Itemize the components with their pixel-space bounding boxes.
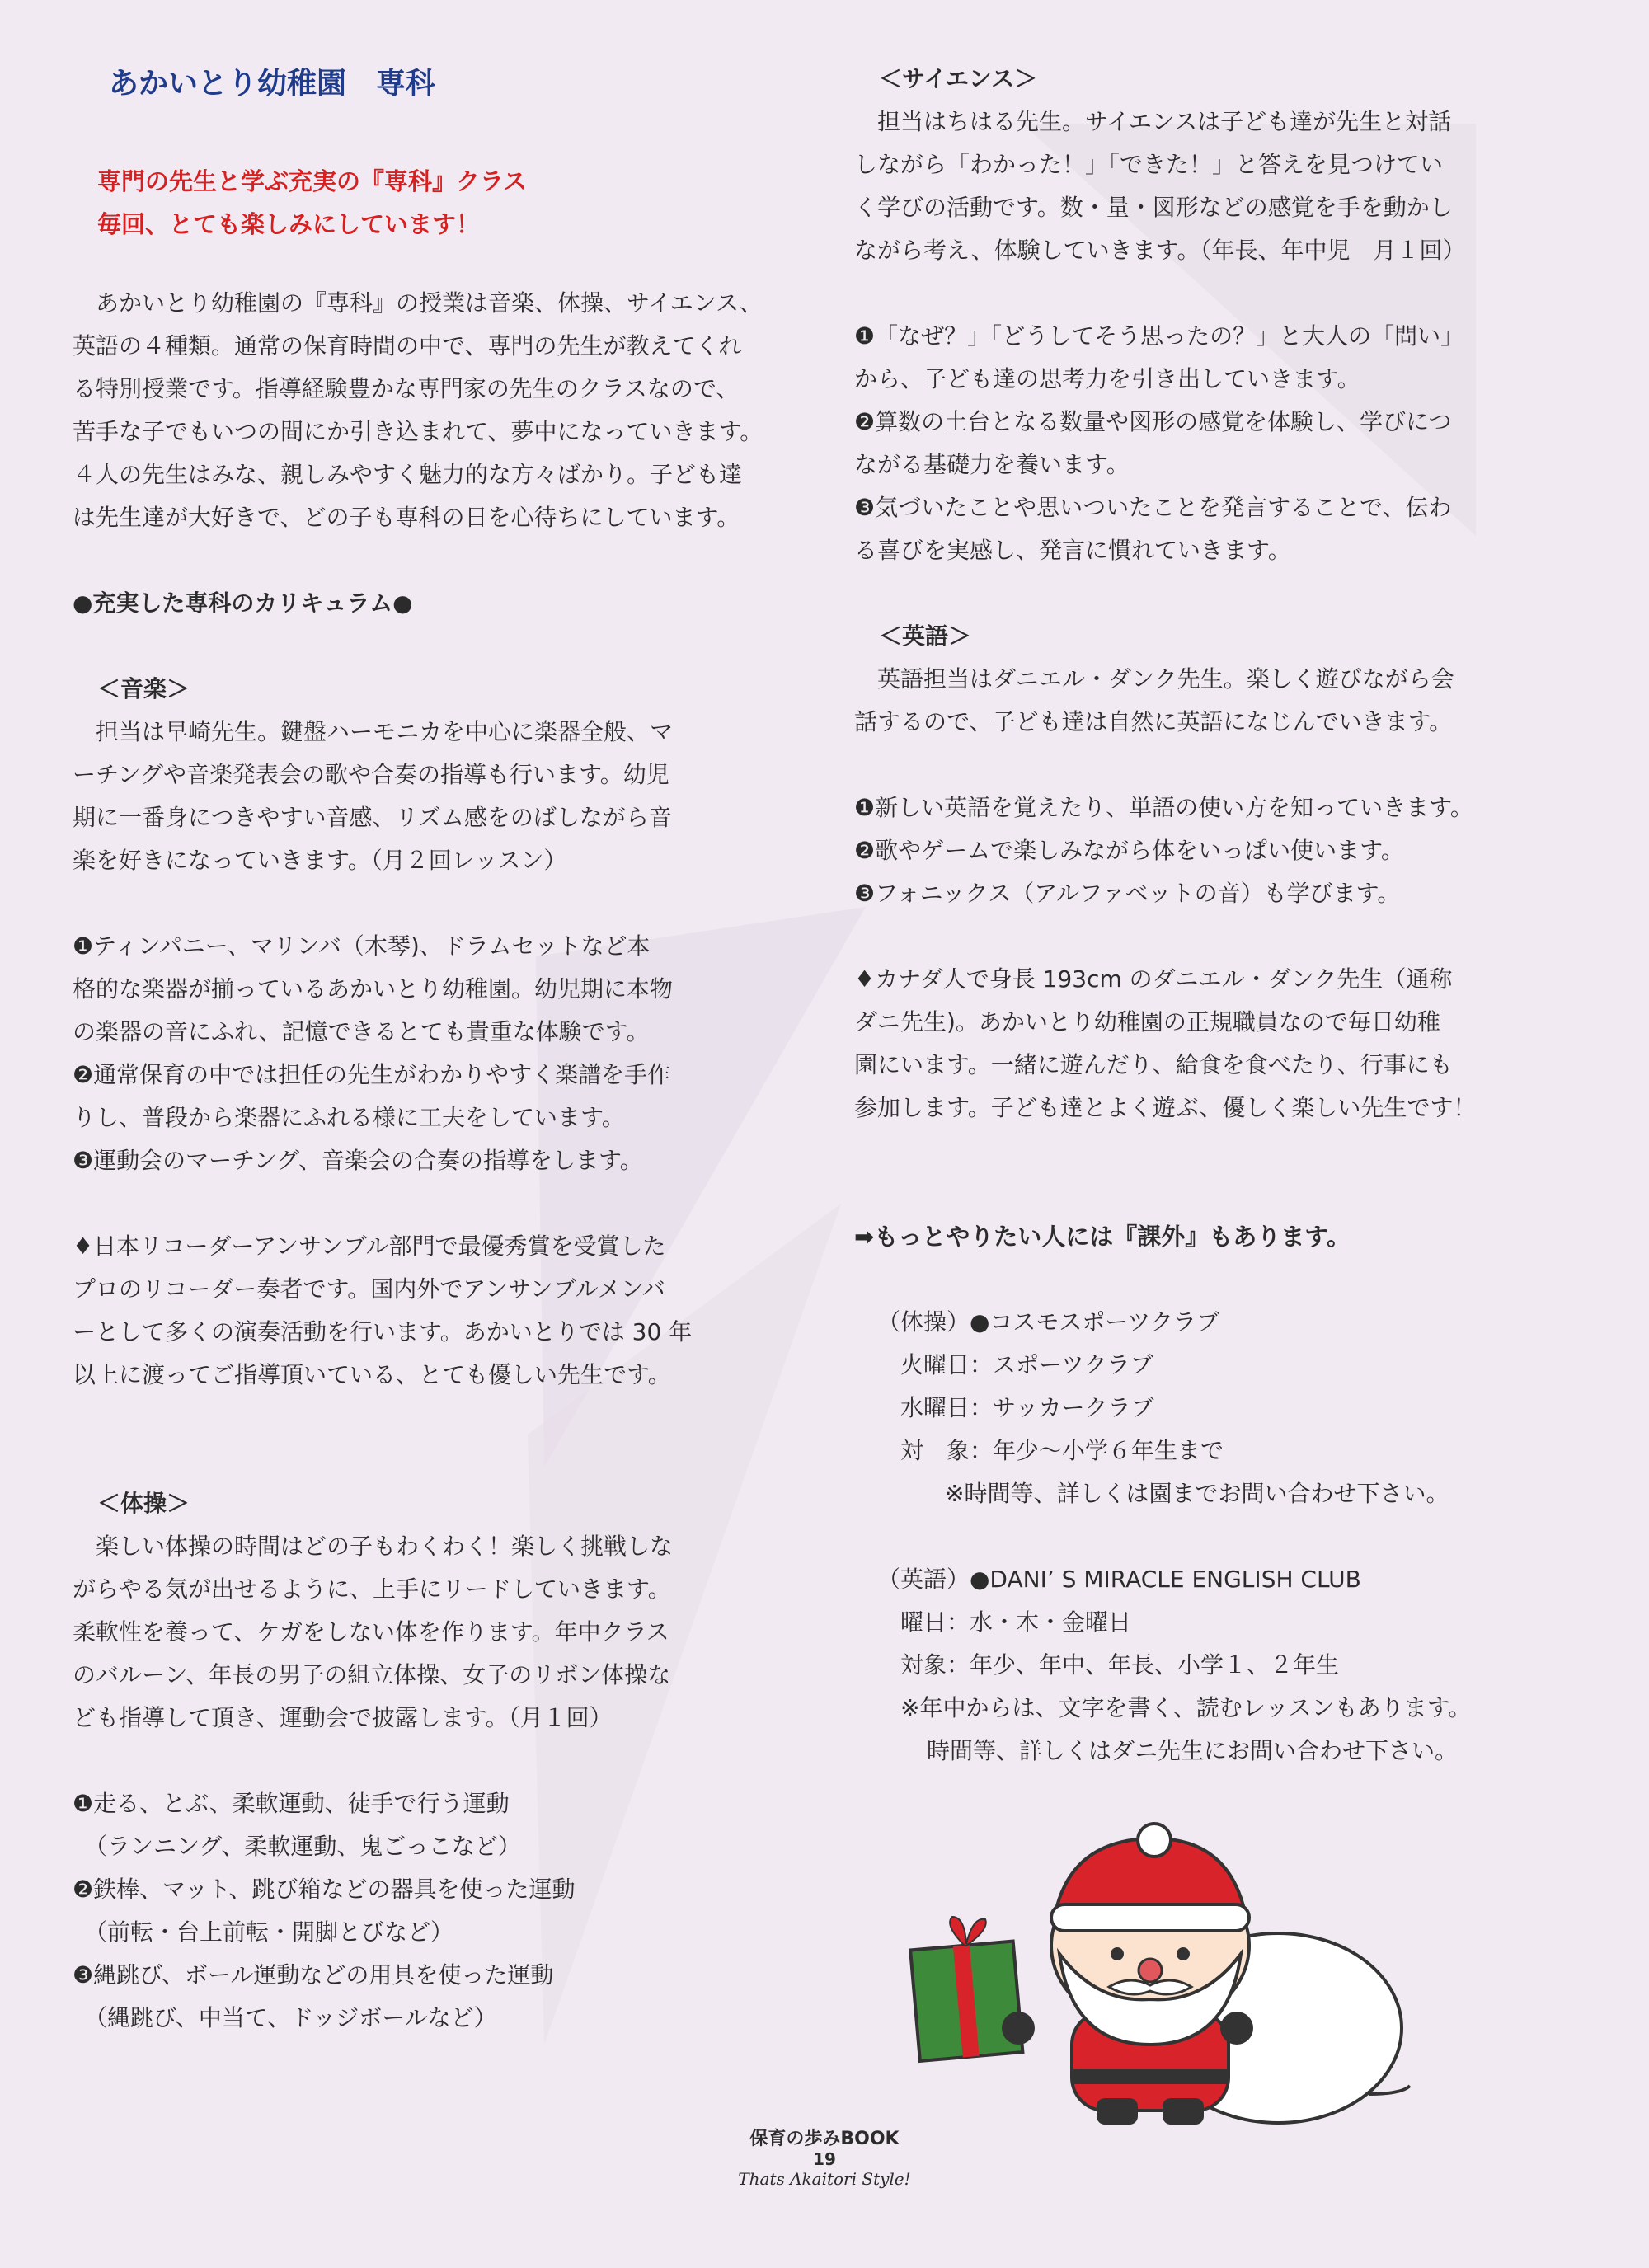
english-section: [854, 615, 1596, 1129]
science-section: [854, 58, 1596, 572]
extra-section: [854, 1215, 1596, 1773]
intro-line: あかいとり幼稚園の『専科』の授業は音楽、体操、サイエンス、: [73, 289, 763, 317]
gym-desc-line: 楽しい体操の時間はどの子もわくわく！楽しく挑戦しな: [73, 1533, 674, 1560]
intro-line: は先生達が大好きで、どの子も専科の日を心待ちにしています。: [73, 504, 740, 531]
gym-desc-line: のバルーン、年長の男子の組立体操、女子のリボン体操な: [73, 1661, 671, 1688]
science-point-line: ❶「なぜ？」「どうしてそう思ったの？」と大人の「問い」: [854, 322, 1464, 350]
extra-english-line: 対象：年少、年中、年長、小学１、２年生: [900, 1651, 1340, 1679]
gym-point-line: ❸縄跳び、ボール運動などの用具を使った運動: [73, 1961, 554, 1989]
science-desc-line: しながら「わかった！」「できた！」と答えを見つけてい: [854, 151, 1444, 178]
english-teacher-line: 参加します。子ども達とよく遊ぶ、優しく楽しい先生です！: [854, 1094, 1477, 1121]
music-teacher-line: 以上に渡ってご指導頂いている、とても優しい先生です。: [73, 1361, 671, 1388]
english-point-line: ❷歌やゲームで楽しみながら体をいっぱい使います。: [854, 837, 1404, 864]
english-teacher-line: ダニ先生)。あかいとり幼稚園の正規職員なので毎日幼稚: [854, 1008, 1440, 1035]
gym-desc-line: 柔軟性を養って、ケガをしない体を作ります。年中クラス: [73, 1618, 669, 1646]
science-heading: ＜サイエンス＞: [879, 65, 1038, 92]
english-desc-line: 話するので、子ども達は自然に英語になじんでいきます。: [854, 708, 1453, 735]
science-point-line: ながる基礎力を養います。: [854, 451, 1130, 478]
extra-gym-note: ※時間等、詳しくは園までお問い合わせ下さい。: [945, 1480, 1449, 1507]
page-number: 19: [813, 2149, 836, 2169]
music-point-line: ❸運動会のマーチング、音楽会の合奏の指導をします。: [73, 1147, 643, 1174]
lead-text: [97, 160, 815, 246]
music-point-line: 格的な楽器が揃っているあかいとり幼稚園。幼児期に本物: [73, 975, 674, 1003]
gym-desc-line: ども指導して頂き、運動会で披露します。（月１回）: [73, 1704, 613, 1731]
music-point-line: の楽器の音にふれ、記憶できるとても貴重な体験です。: [73, 1018, 650, 1045]
music-desc-line: 期に一番身につきやすい音感、リズム感をのばしながら音: [73, 804, 672, 831]
intro-line: る特別授業です。指導経験豊かな専門家の先生のクラスなので、: [73, 375, 740, 402]
extra-english-line: 曜日：水・木・金曜日: [900, 1608, 1132, 1636]
page-footer: [701, 2129, 948, 2190]
english-teacher-line: ♦カナダ人で身長 193cm のダニエル・ダンク先生（通称: [854, 965, 1453, 993]
footer-book-title: 保育の歩みBOOK: [749, 2129, 900, 2149]
left-column: [73, 58, 815, 2040]
curriculum-heading: ●充実した専科のカリキュラム●: [73, 589, 413, 617]
music-teacher-line: ーとして多くの演奏活動を行います。あかいとりでは 30 年: [73, 1318, 693, 1345]
music-desc-line: 担当は早崎先生。鍵盤ハーモニカを中心に楽器全般、マ: [73, 718, 674, 745]
music-point-line: りし、普段から楽器にふれる様に工夫をしています。: [73, 1104, 625, 1131]
right-column: [854, 58, 1596, 1773]
science-point-line: から、子ども達の思考力を引き出していきます。: [854, 365, 1360, 392]
music-point-line: ❶ティンパニー、マリンバ（木琴)、ドラムセットなど本: [73, 932, 651, 960]
gym-point-line: ❷鉄棒、マット、跳び箱などの器具を使った運動: [73, 1876, 576, 1903]
gym-point-line: ❶走る、とぶ、柔軟運動、徒手で行う運動: [73, 1790, 510, 1817]
gym-section: [73, 1482, 815, 2040]
gym-heading: ＜体操＞: [97, 1490, 190, 1517]
science-point-line: ❸気づいたことや思いついたことを発言することで、伝わ: [854, 494, 1452, 521]
footer-tagline: Thats Akaitori Style!: [738, 2169, 911, 2189]
intro-line: 英語の４種類。通常の保育時間の中で、専門の先生が教えてくれ: [73, 332, 742, 359]
gym-point-line: （ランニング、柔軟運動、鬼ごっこなど）: [73, 1833, 521, 1860]
science-point-line: ❷算数の土台となる数量や図形の感覚を体験し、学びにつ: [854, 408, 1452, 435]
extra-gym-line: 対 象：年少～小学６年生まで: [900, 1437, 1224, 1464]
intro-line: ４人の先生はみな、親しみやすく魅力的な方々ばかり。子ども達: [73, 461, 743, 488]
intro-line: 苦手な子でもいつの間にか引き込まれて、夢中になっていきます。: [73, 418, 763, 445]
science-desc-line: く学びの活動です。数・量・図形などの感覚を手を動かし: [854, 194, 1453, 221]
intro-paragraph: [73, 282, 815, 539]
extra-english-line: ※年中からは、文字を書く、読むレッスンもあります。: [900, 1694, 1472, 1721]
extra-gym-line: 火曜日：スポーツクラブ: [900, 1351, 1153, 1378]
lead-line: 専門の先生と学ぶ充実の『専科』クラス: [97, 167, 528, 195]
extra-english-note: 時間等、詳しくはダニ先生にお問い合わせ下さい。: [927, 1737, 1459, 1764]
english-point-line: ❸フォニックス（アルファベットの音）も学びます。: [854, 880, 1401, 907]
page-title: あかいとり幼稚園 専科: [109, 67, 436, 101]
music-heading: ＜音楽＞: [97, 675, 190, 702]
science-desc-line: 担当はちはる先生。サイエンスは子ども達が先生と対話: [854, 108, 1452, 135]
extra-gym-line: 水曜日：サッカークラブ: [900, 1394, 1154, 1421]
english-point-line: ❶新しい英語を覚えたり、単語の使い方を知っていきます。: [854, 794, 1473, 821]
santa-illustration: [907, 1822, 1435, 2127]
gym-point-line: （前転・台上前転・開脚とびなど）: [73, 1918, 454, 1946]
english-desc-line: 英語担当はダニエル・ダンク先生。楽しく遊びながら会: [854, 665, 1454, 693]
music-teacher-line: プロのリコーダー奏者です。国内外でアンサンブルメンバ: [73, 1275, 665, 1303]
english-teacher-line: 園にいます。一緒に遊んだり、給食を食べたり、行事にも: [854, 1051, 1453, 1078]
music-point-line: ❷通常保育の中では担任の先生がわかりやすく楽譜を手作: [73, 1061, 671, 1088]
music-desc-line: ーチングや音楽発表会の歌や合奏の指導も行います。幼児: [73, 761, 669, 788]
music-teacher-line: ♦日本リコーダーアンサンブル部門で最優秀賞を受賞した: [73, 1233, 666, 1260]
music-section: [73, 668, 815, 1397]
english-heading: ＜英語＞: [879, 622, 972, 650]
lead-line: 毎回、とても楽しみにしています！: [97, 210, 481, 238]
music-desc-line: 楽を好きになっていきます。（月２回レッスン）: [73, 847, 567, 874]
gym-point-line: （縄跳び、中当て、ドッジボールなど）: [73, 2004, 497, 2031]
extra-english-title: （英語）●DANI’ S MIRACLE ENGLISH CLUB: [877, 1566, 1361, 1593]
extra-heading: ➡もっとやりたい人には『課外』もあります。: [854, 1223, 1351, 1251]
gym-desc-line: がらやる気が出せるように、上手にリードしていきます。: [73, 1575, 671, 1603]
science-desc-line: ながら考え、体験していきます。（年長、年中児 月１回）: [854, 237, 1466, 264]
extra-gym-title: （体操）●コスモスポーツクラブ: [877, 1308, 1220, 1336]
science-point-line: る喜びを実感し、発言に慣れていきます。: [854, 537, 1291, 564]
